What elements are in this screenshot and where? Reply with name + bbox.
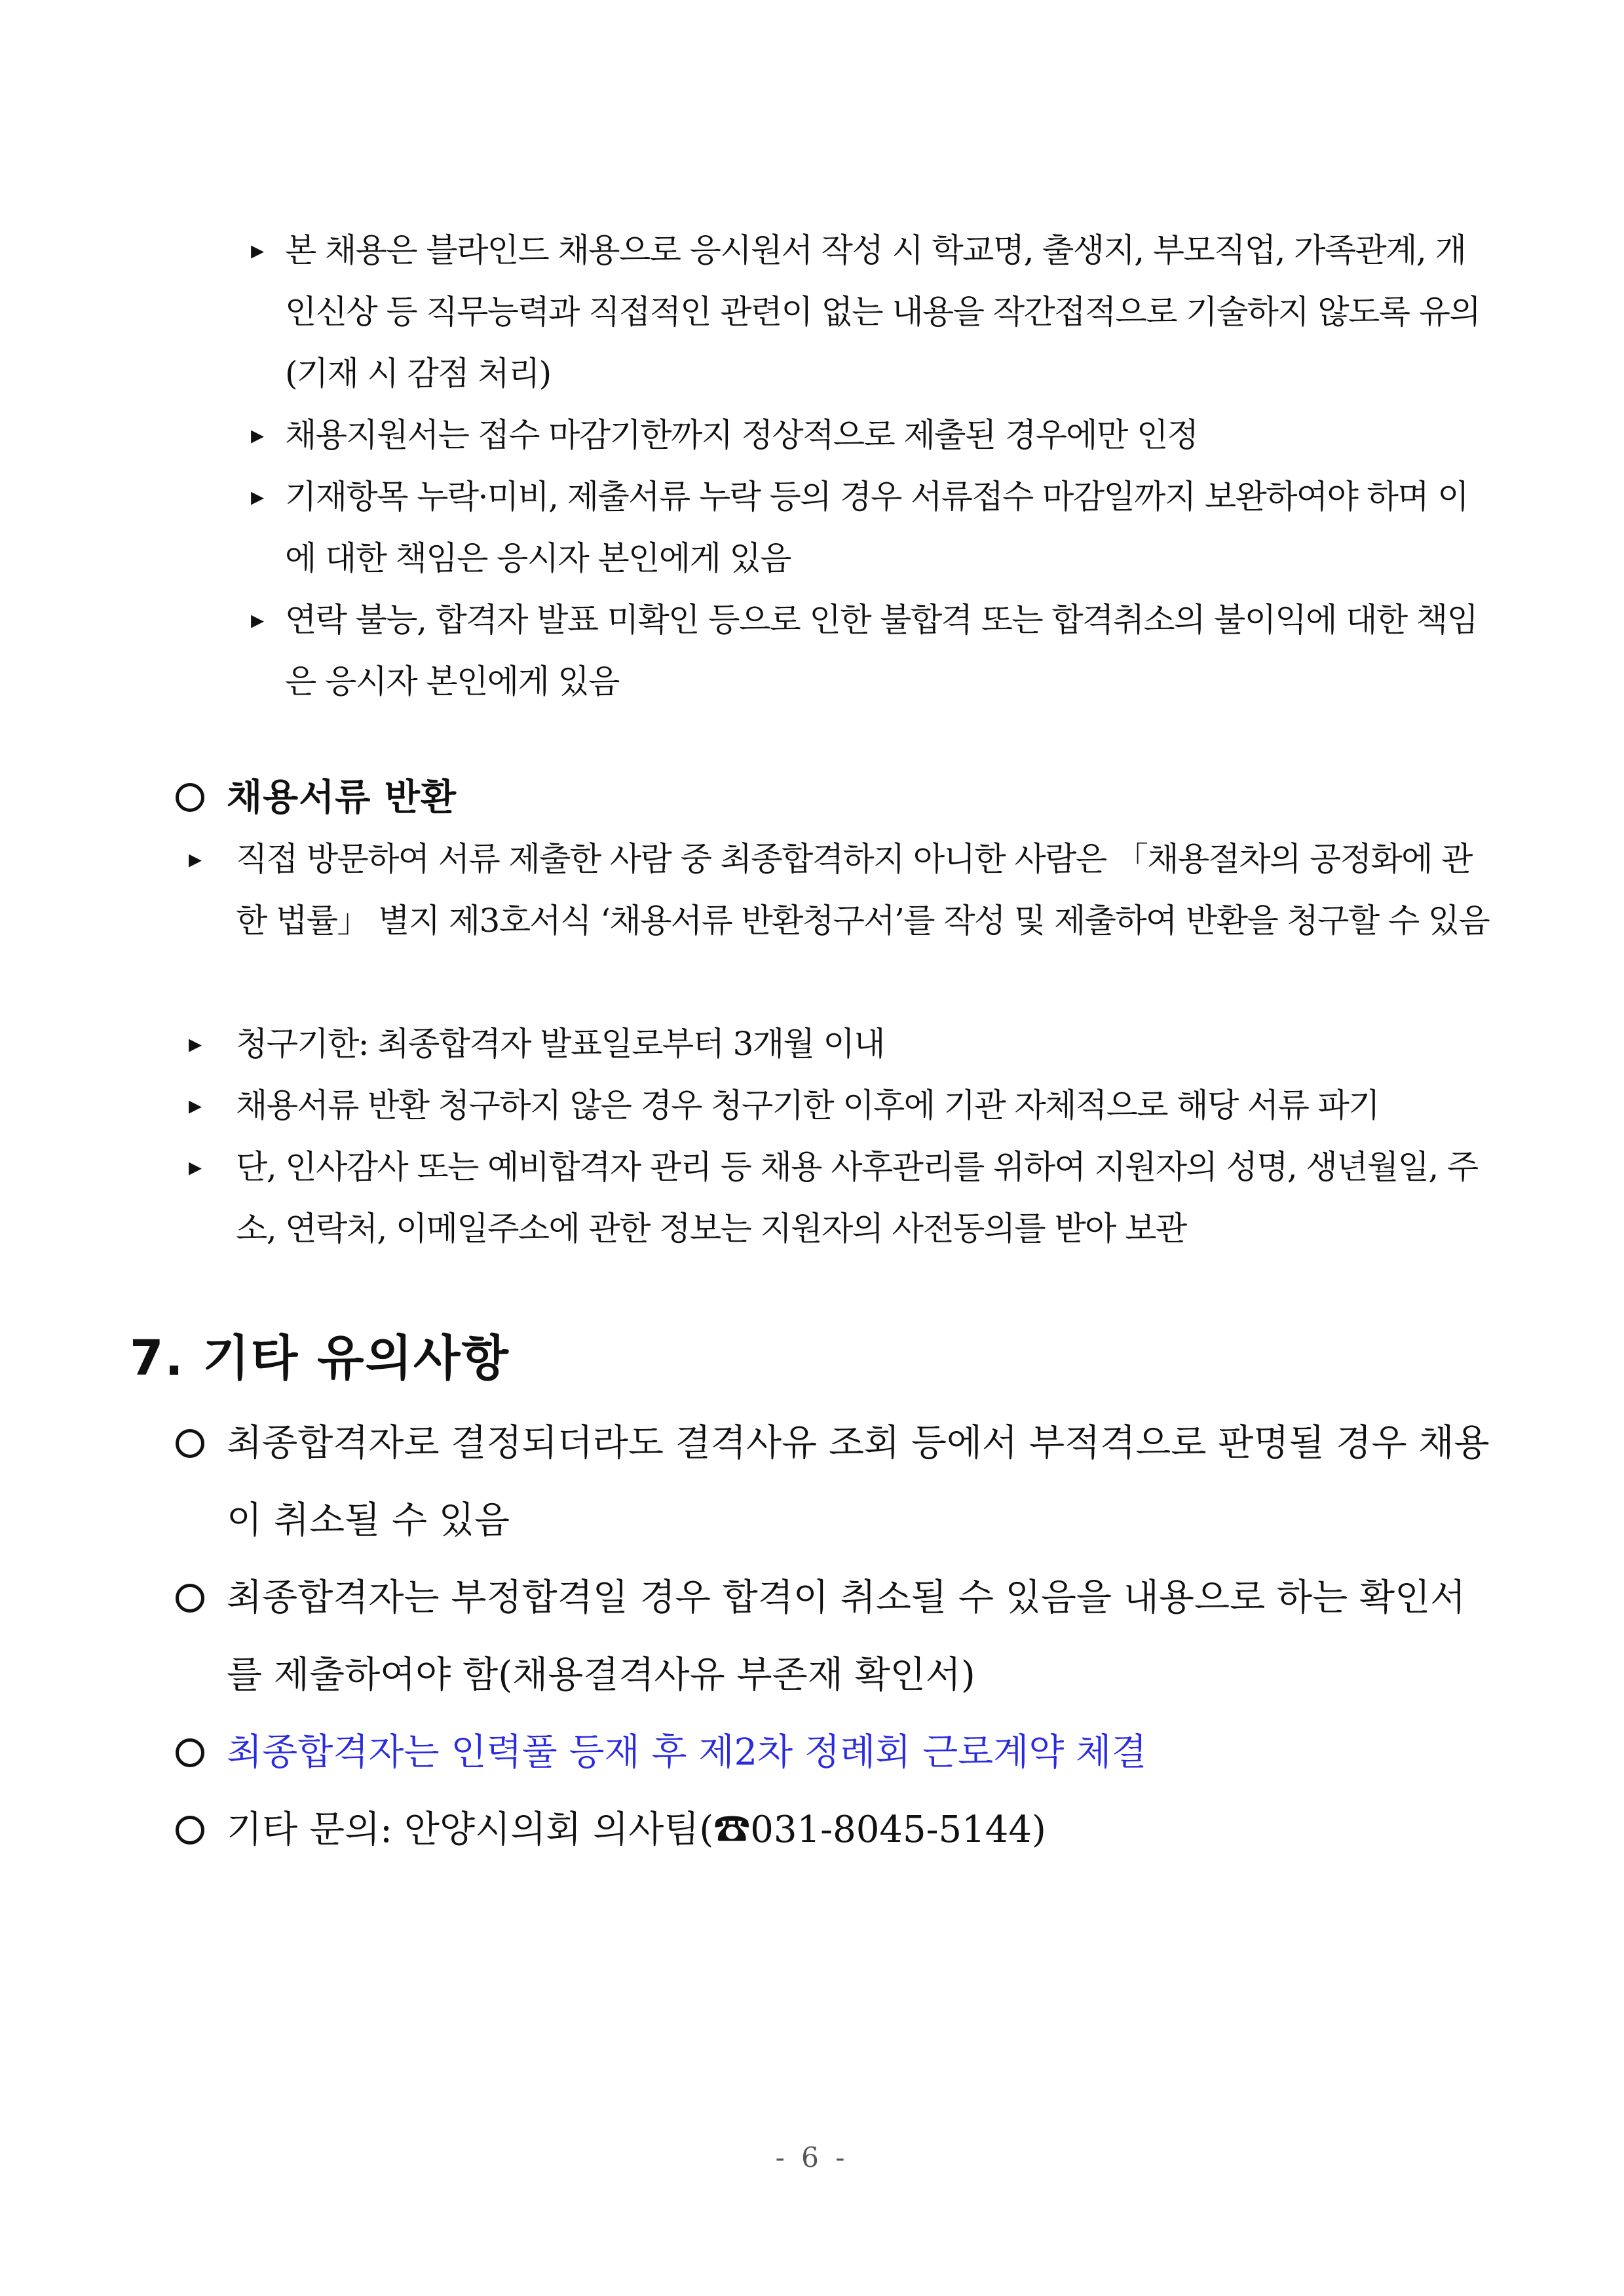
triangle-bullet-icon: ▸ — [189, 1029, 202, 1059]
circle-bullet-icon — [176, 1584, 204, 1613]
list-item — [189, 1075, 1492, 1136]
item-text: 기타 문의: 안양시의회 의사팀(☎031-8045-5144) — [227, 1808, 1046, 1851]
list-item — [176, 1405, 1492, 1559]
bullet-text: 청구기한: 최종합격자 발표일로부터 3개월 이내 — [236, 1025, 884, 1063]
bullet-text: 채용지원서는 접수 마감기한까지 정상적으로 제출된 경우에만 인정 — [285, 416, 1198, 454]
triangle-bullet-icon: ▸ — [251, 420, 265, 450]
triangle-bullet-icon: ▸ — [189, 844, 202, 874]
bullet-text: 단, 인사감사 또는 예비합격자 관리 등 채용 사후관리를 위하여 지원자의 성명, 생년월일, 주소, 연락처, 이메일주소에 관한 정보는 지원자의 사전동의를 받아 보관 — [236, 1148, 1478, 1248]
list-item — [176, 1791, 1492, 1869]
circle-bullet-icon — [176, 1738, 204, 1767]
bullet-text: 채용서류 반환 청구하지 않은 경우 청구기한 이후에 기관 자체적으로 해당 서류 파기 — [236, 1086, 1380, 1124]
list-item — [176, 1714, 1492, 1791]
triangle-bullet-icon: ▸ — [251, 605, 265, 635]
bullet-text: 연락 불능, 합격자 발표 미확인 등으로 인한 불합격 또는 합격취소의 불이익에 대한 책임은 응시자 본인에게 있음 — [285, 601, 1478, 700]
bullet-text: 기재항목 누락·미비, 제출서류 누락 등의 경우 서류접수 마감일까지 보완하여야 하며 이에 대한 책임은 응시자 본인에게 있음 — [285, 478, 1469, 577]
list-item — [189, 1013, 1492, 1075]
section-title: 7. 기타 유의사항 — [130, 1330, 510, 1387]
return-section-heading — [176, 767, 1486, 828]
page-number: - 6 - — [775, 2141, 849, 2173]
circle-bullet-icon — [176, 1816, 204, 1845]
heading-text: 채용서류 반환 — [227, 776, 457, 819]
list-item — [251, 466, 1489, 589]
triangle-bullet-icon: ▸ — [189, 1152, 202, 1182]
item-text-highlighted: 최종합격자는 인력풀 등재 후 제2차 정례회 근로계약 체결 — [227, 1731, 1147, 1774]
item-text: 최종합격자로 결정되더라도 결격사유 조회 등에서 부적격으로 판명될 경우 채용이 취소될 수 있음 — [227, 1422, 1490, 1542]
list-item — [176, 1559, 1492, 1714]
list-item — [189, 1136, 1492, 1259]
list-item — [251, 220, 1489, 404]
triangle-bullet-icon: ▸ — [251, 482, 265, 512]
list-item — [251, 404, 1489, 466]
list-item — [189, 828, 1492, 951]
list-item — [251, 589, 1489, 712]
bullet-text: 본 채용은 블라인드 채용으로 응시원서 작성 시 학교명, 출생지, 부모직업, 가족관계, 개인신상 등 직무능력과 직접적인 관련이 없는 내용을 작간접적으로 기술하지 않도록 유의(기재 시 감점 처리) — [285, 231, 1481, 392]
triangle-bullet-icon: ▸ — [251, 235, 265, 265]
circle-bullet-icon — [176, 783, 204, 812]
triangle-bullet-icon: ▸ — [189, 1090, 202, 1120]
item-text: 최종합격자는 부정합격일 경우 합격이 취소될 수 있음을 내용으로 하는 확인서를 제출하여야 함(채용결격사유 부존재 확인서) — [227, 1577, 1466, 1696]
bullet-text: 직접 방문하여 서류 제출한 사람 중 최종합격하지 아니한 사람은 「채용절차의 공정화에 관한 법률」 별지 제3호서식 ‘채용서류 반환청구서’를 작성 및 제출하여 반환을 청구할 수 있음 — [236, 840, 1490, 940]
circle-bullet-icon — [176, 1429, 204, 1458]
